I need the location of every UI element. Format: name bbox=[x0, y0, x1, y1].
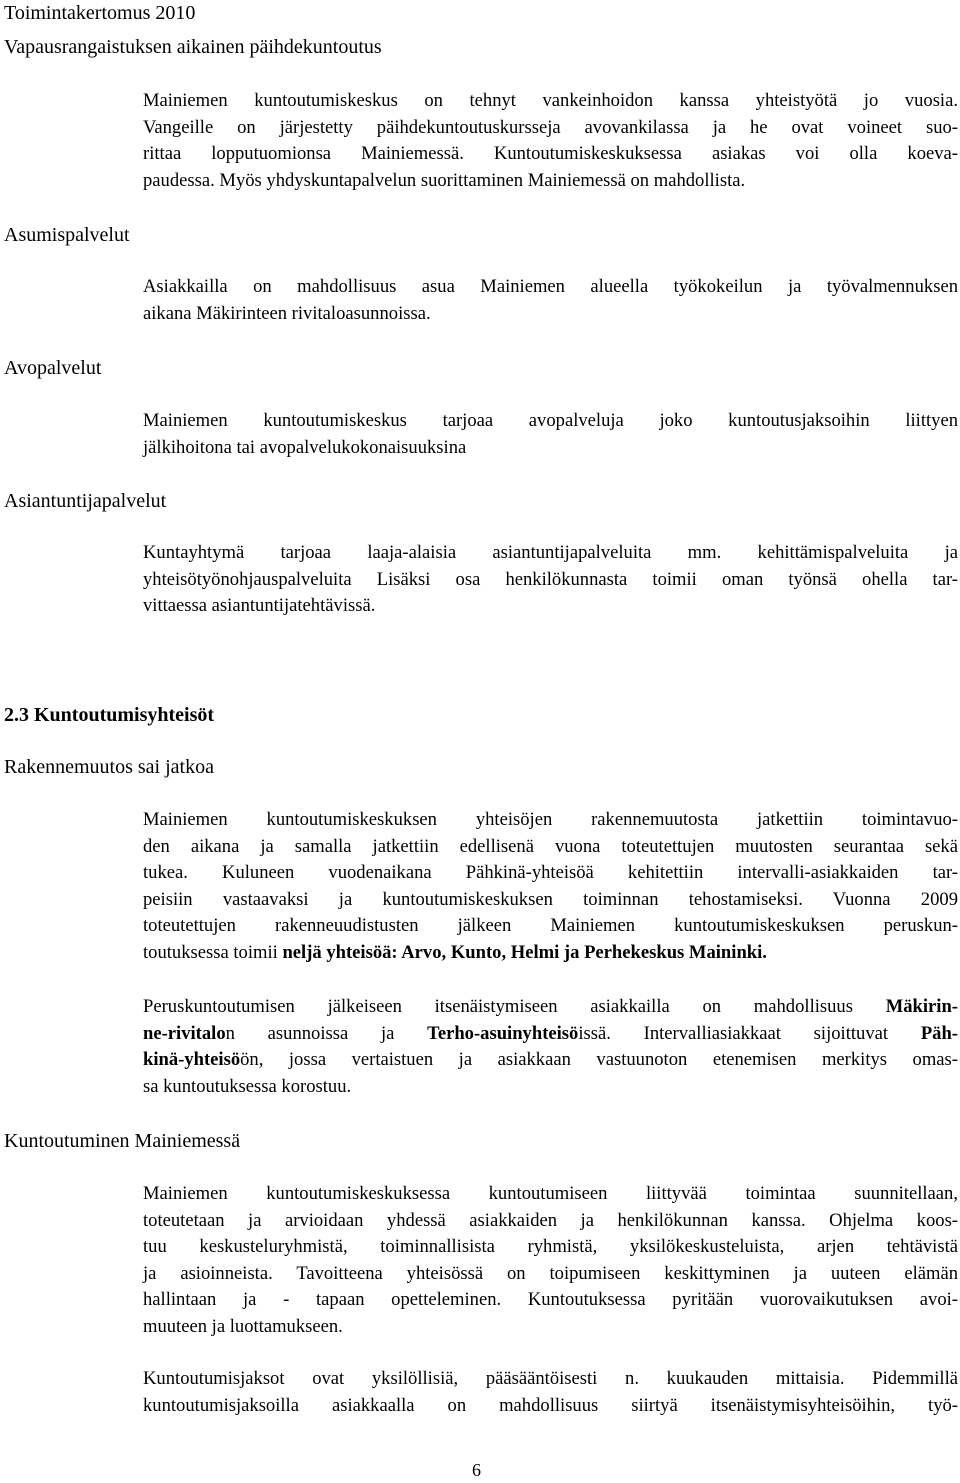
text-line: Mainiemen kuntoutumiskeskuksessa kuntoutumiseen liittyvää toimintaa suunnitellaan, bbox=[143, 1183, 958, 1204]
text-line: toteutetaan ja arvioidaan yhdessä asiakkaiden ja henkilökunnan kanssa. Ohjelma koos- bbox=[143, 1209, 958, 1231]
section-title: Kuntoutumisyhteisöt bbox=[34, 704, 215, 726]
text-line: Mainiemen kuntoutumiskeskus on tehnyt vankeinhoidon kanssa yhteistyötä jo vuosia. bbox=[143, 90, 958, 111]
side-label-rakennemuutos: Rakennemuutos sai jatkoa bbox=[4, 756, 214, 778]
text-line: Kuntayhtymä tarjoaa laaja-alaisia asiantuntijapalveluita mm. kehittämispalveluita ja bbox=[143, 542, 958, 563]
text-line: jälkihoitona tai avopalvelukokonaisuuksina bbox=[143, 436, 467, 458]
text-line: Asiakkailla on mahdollisuus asua Mainiemen alueella työkokeilun ja työvalmennuksen bbox=[143, 276, 958, 297]
paragraph-asumispalvelut bbox=[143, 274, 958, 327]
text-line bbox=[143, 1021, 958, 1048]
bold-text-rivitalo: ne-rivitalo bbox=[143, 1022, 226, 1044]
text-line: kuntoutumisjaksoilla asiakkaalla on mahdollisuus siirtyä itsenäistymisyhteisöihin, työ- bbox=[143, 1394, 958, 1416]
text-line: Kuntoutumisjaksot ovat yksilöllisiä, pääsääntöisesti n. kuukauden mittaisia. Pidemmillä bbox=[143, 1368, 958, 1389]
paragraph-avopalvelut bbox=[143, 408, 958, 461]
section-number: 2.3 bbox=[4, 704, 29, 726]
text-run: issä. Intervalliasiakkaat sijoittuvat bbox=[578, 1022, 921, 1044]
text-line bbox=[143, 994, 958, 1021]
paragraph-vankeinhoito bbox=[143, 88, 958, 194]
paragraph-kuntoutumisjaksot bbox=[143, 1366, 958, 1419]
text-line: hallintaan ja - tapaan opetteleminen. Kuntoutuksessa pyritään vuorovaikutuksen avoi- bbox=[143, 1289, 958, 1310]
side-label-asumispalvelut: Asumispalvelut bbox=[4, 224, 130, 246]
document-title: Toimintakertomus 2010 bbox=[4, 2, 196, 24]
text-line: ja asioinneista. Tavoitteena yhteisössä on toipumiseen keskittyminen ja uuteen elämän bbox=[143, 1262, 958, 1284]
paragraph-itsenaistyminen bbox=[143, 994, 958, 1100]
text-line bbox=[143, 940, 958, 967]
bold-text-pahkina-yhteiso: kinä-yhteisö bbox=[143, 1049, 241, 1070]
page-number: 6 bbox=[472, 1460, 481, 1480]
text-line: Mainiemen kuntoutumiskeskus tarjoaa avopalveluja joko kuntoutusjaksoihin liittyen bbox=[143, 410, 958, 431]
section-heading bbox=[4, 702, 214, 728]
text-line: tuu keskusteluryhmistä, toiminnallisista ryhmistä, yksilökeskusteluista, arjen tehtävistä bbox=[143, 1236, 958, 1257]
side-label-avopalvelut: Avopalvelut bbox=[4, 357, 102, 379]
text-run: n asunnoissa ja bbox=[225, 1022, 428, 1044]
text-line: Vangeille on järjestetty päihdekuntoutuskursseja avovankilassa ja he ovat voineet suo- bbox=[143, 116, 958, 138]
text-line: tukea. Kuluneen vuodenaikana Pähkinä-yhteisöä kehitettiin intervalli-asiakkaiden tar- bbox=[143, 862, 958, 883]
text-line: Mainiemen kuntoutumiskeskuksen yhteisöjen rakennemuutosta jatkettiin toimintavuo- bbox=[143, 809, 958, 830]
text-line bbox=[143, 1047, 958, 1074]
bold-text-terho: Terho-asuinyhteisö bbox=[427, 1022, 579, 1044]
bold-text-yhteisot: neljä yhteisöä: Arvo, Kunto, Helmi ja Perhekeskus Maininki. bbox=[282, 941, 767, 963]
side-label-kuntoutuminen: Kuntoutuminen Mainiemessä bbox=[4, 1130, 241, 1152]
document-subtitle: Vapausrangaistuksen aikainen päihdekuntoutus bbox=[4, 36, 382, 58]
text-line: den aikana ja samalla jatkettiin edellisenä vuona toteutettujen muutosten seurantaa sekä bbox=[143, 835, 958, 857]
bold-text-makirinne: Mäkirin- bbox=[885, 996, 958, 1017]
bold-text-pahkina: Päh- bbox=[920, 1022, 958, 1044]
text-line: vittaessa asiantuntijatehtävissä. bbox=[143, 595, 376, 616]
text-line: peisiin vastaavaksi ja kuntoutumiskeskuksen toiminnan tehostamiseksi. Vuonna 2009 bbox=[143, 888, 958, 910]
text-line: toteutettujen rakenneuudistusten jälkeen Mainiemen kuntoutumiskeskuksen peruskun- bbox=[143, 915, 958, 936]
text-line: yhteisötyönohjauspalveluita Lisäksi osa henkilökunnasta toimii oman työnsä ohella tar- bbox=[143, 568, 958, 590]
text-line: rittaa lopputuomionsa Mainiemessä. Kuntoutumiskeskuksessa asiakas voi olla koeva- bbox=[143, 143, 958, 164]
paragraph-kuntoutuminen bbox=[143, 1181, 958, 1340]
side-label-asiantuntijapalvelut: Asiantuntijapalvelut bbox=[4, 490, 167, 512]
text-run: toutuksessa toimii bbox=[143, 941, 283, 963]
text-line: sa kuntoutuksessa korostuu. bbox=[143, 1075, 352, 1097]
text-run: Peruskuntoutumisen jälkeiseen itsenäistymiseen asiakkailla on mahdollisuus bbox=[143, 996, 886, 1017]
text-line: muuteen ja luottamukseen. bbox=[143, 1315, 343, 1337]
paragraph-rakennemuutos bbox=[143, 807, 958, 966]
text-line: aikana Mäkirinteen rivitaloasunnoissa. bbox=[143, 302, 431, 324]
text-run: ön, jossa vertaistuen ja asiakkaan vastuunoton etenemisen merkitys omas- bbox=[240, 1049, 958, 1070]
text-line: paudessa. Myös yhdyskuntapalvelun suorittaminen Mainiemessä on mahdollista. bbox=[143, 169, 746, 191]
paragraph-asiantuntijapalvelut bbox=[143, 540, 958, 620]
